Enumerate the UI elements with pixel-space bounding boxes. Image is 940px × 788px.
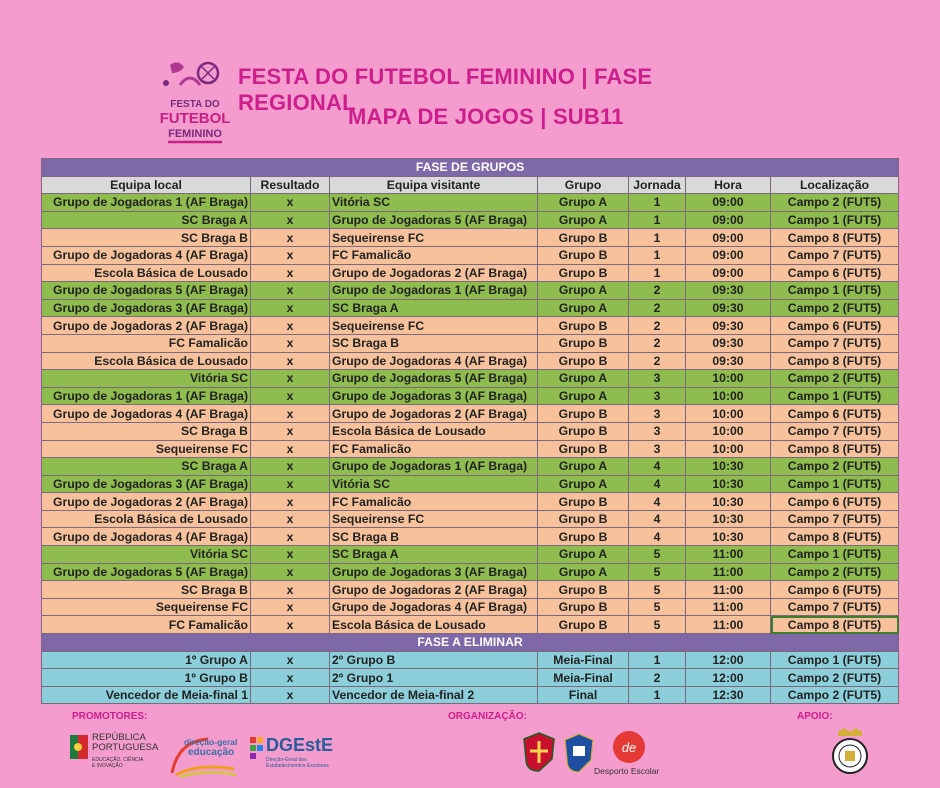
away-team-cell: Grupo de Jogadoras 2 (AF Braga) [330,264,538,282]
home-team-cell: Grupo de Jogadoras 5 (AF Braga) [42,282,251,300]
home-team-cell: SC Braga B [42,581,251,599]
time-cell: 09:00 [686,194,771,212]
desportivo-ronfe-crest-icon [830,726,870,776]
round-cell: 4 [629,528,686,546]
af-braga-crest-icon [563,732,595,774]
result-cell: x [251,651,330,669]
result-cell: x [251,686,330,704]
time-cell: 09:30 [686,334,771,352]
away-team-cell: Vitória SC [330,194,538,212]
location-cell: Campo 2 (FUT5) [771,458,899,476]
group-cell: Grupo B [538,440,629,458]
location-cell: Campo 1 (FUT5) [771,211,899,229]
round-cell: 1 [629,246,686,264]
time-cell: 11:00 [686,563,771,581]
table-row [42,422,899,440]
result-cell: x [251,264,330,282]
home-team-cell: Grupo de Jogadoras 1 (AF Braga) [42,194,251,212]
table-header-row [42,176,899,194]
away-team-cell: Grupo de Jogadoras 2 (AF Braga) [330,581,538,599]
round-cell: 3 [629,370,686,388]
time-cell: 11:00 [686,581,771,599]
result-cell: x [251,282,330,300]
republica-portuguesa-logo [70,733,170,778]
table-row [42,458,899,476]
group-cell: Grupo B [538,317,629,335]
group-cell: Grupo B [538,581,629,599]
svg-text:FESTA DO: FESTA DO [170,99,220,110]
result-cell: x [251,405,330,423]
time-cell: 10:30 [686,475,771,493]
group-cell: Final [538,686,629,704]
location-cell: Campo 1 (FUT5) [771,475,899,493]
away-team-cell: Grupo de Jogadoras 3 (AF Braga) [330,563,538,581]
home-team-cell: Grupo de Jogadoras 4 (AF Braga) [42,405,251,423]
group-cell: Grupo A [538,370,629,388]
group-cell: Grupo B [538,352,629,370]
round-cell: 4 [629,475,686,493]
column-header: Localização [771,176,899,194]
away-team-cell: Grupo de Jogadoras 5 (AF Braga) [330,370,538,388]
result-cell: x [251,493,330,511]
group-cell: Grupo A [538,563,629,581]
result-cell: x [251,422,330,440]
time-cell: 11:00 [686,616,771,634]
home-team-cell: SC Braga A [42,211,251,229]
time-cell: 09:30 [686,282,771,300]
round-cell: 4 [629,510,686,528]
home-team-cell: Escola Básica de Lousado [42,264,251,282]
group-cell: Meia-Final [538,651,629,669]
away-team-cell: Grupo de Jogadoras 4 (AF Braga) [330,352,538,370]
location-cell: Campo 6 (FUT5) [771,581,899,599]
round-cell: 2 [629,334,686,352]
group-cell: Grupo B [538,229,629,247]
table-row [42,563,899,581]
home-team-cell: Grupo de Jogadoras 2 (AF Braga) [42,317,251,335]
time-cell: 09:30 [686,352,771,370]
group-cell: Grupo A [538,211,629,229]
away-team-cell: 2º Grupo B [330,651,538,669]
home-team-cell: Vencedor de Meia-final 1 [42,686,251,704]
table-row [42,475,899,493]
flag-icon [70,735,88,759]
result-cell: x [251,317,330,335]
round-cell: 5 [629,581,686,599]
home-team-cell: Escola Básica de Lousado [42,352,251,370]
location-cell: Campo 7 (FUT5) [771,422,899,440]
time-cell: 12:30 [686,686,771,704]
table-row [42,581,899,599]
location-cell: Campo 1 (FUT5) [771,282,899,300]
location-cell: Campo 8 (FUT5) [771,440,899,458]
group-cell: Grupo A [538,458,629,476]
away-team-cell: Grupo de Jogadoras 5 (AF Braga) [330,211,538,229]
away-team-cell: SC Braga A [330,299,538,317]
column-header: Resultado [251,176,330,194]
table-row [42,352,899,370]
table-row [42,493,899,511]
away-team-cell: Vencedor de Meia-final 2 [330,686,538,704]
republica-line: REPÚBLICA [92,732,146,743]
away-team-cell: Escola Básica de Lousado [330,422,538,440]
round-cell: 2 [629,352,686,370]
dge-line: direção-geral [184,737,238,747]
result-cell: x [251,194,330,212]
home-team-cell: FC Famalicão [42,616,251,634]
result-cell: x [251,616,330,634]
table-row [42,669,899,687]
section-title: FASE A ELIMINAR [42,634,899,652]
table-row [42,528,899,546]
table-row [42,387,899,405]
location-cell: Campo 6 (FUT5) [771,317,899,335]
group-cell: Grupo A [538,194,629,212]
time-cell: 10:30 [686,528,771,546]
result-cell: x [251,458,330,476]
location-cell: Campo 6 (FUT5) [771,493,899,511]
away-team-cell: FC Famalicão [330,440,538,458]
location-cell: Campo 2 (FUT5) [771,299,899,317]
result-cell: x [251,229,330,247]
group-cell: Grupo B [538,422,629,440]
home-team-cell: 1º Grupo B [42,669,251,687]
group-cell: Grupo A [538,475,629,493]
home-team-cell: FC Famalicão [42,334,251,352]
time-cell: 09:00 [686,264,771,282]
location-cell: Campo 8 (FUT5) [771,616,899,634]
location-cell: Campo 6 (FUT5) [771,264,899,282]
round-cell: 1 [629,229,686,247]
table-row [42,405,899,423]
result-cell: x [251,475,330,493]
round-cell: 1 [629,194,686,212]
away-team-cell: Escola Básica de Lousado [330,616,538,634]
location-cell: Campo 6 (FUT5) [771,405,899,423]
column-header: Equipa visitante [330,176,538,194]
dgeste-sub-line: Estabelecimentos Escolares [266,763,329,769]
time-cell: 09:30 [686,317,771,335]
group-cell: Grupo B [538,616,629,634]
table-row [42,598,899,616]
republica-sub-line: EDUCAÇÃO, CIÊNCIA [92,757,144,763]
home-team-cell: 1º Grupo A [42,651,251,669]
location-cell: Campo 8 (FUT5) [771,229,899,247]
table-row [42,651,899,669]
column-header: Jornada [629,176,686,194]
section-header-knockout [42,634,899,652]
home-team-cell: SC Braga B [42,422,251,440]
location-cell: Campo 8 (FUT5) [771,528,899,546]
away-team-cell: SC Braga B [330,334,538,352]
time-cell: 09:00 [686,246,771,264]
away-team-cell: Grupo de Jogadoras 3 (AF Braga) [330,387,538,405]
round-cell: 3 [629,422,686,440]
round-cell: 1 [629,264,686,282]
time-cell: 09:00 [686,211,771,229]
home-team-cell: Sequeirense FC [42,598,251,616]
table-row [42,440,899,458]
home-team-cell: Grupo de Jogadoras 1 (AF Braga) [42,387,251,405]
time-cell: 11:00 [686,598,771,616]
location-cell: Campo 1 (FUT5) [771,546,899,564]
table-row [42,510,899,528]
organizacao-label: ORGANIZAÇÃO: [448,711,527,722]
group-cell: Grupo B [538,264,629,282]
location-cell: Campo 8 (FUT5) [771,352,899,370]
table-row [42,334,899,352]
result-cell: x [251,669,330,687]
away-team-cell: Grupo de Jogadoras 2 (AF Braga) [330,405,538,423]
result-cell: x [251,387,330,405]
round-cell: 2 [629,282,686,300]
dgeste-blocks-icon [250,737,264,759]
table-row [42,229,899,247]
home-team-cell: Vitória SC [42,546,251,564]
round-cell: 3 [629,440,686,458]
group-cell: Grupo B [538,246,629,264]
round-cell: 2 [629,317,686,335]
group-cell: Grupo B [538,598,629,616]
round-cell: 2 [629,299,686,317]
column-header: Hora [686,176,771,194]
away-team-cell: Vitória SC [330,475,538,493]
result-cell: x [251,581,330,599]
dgeste-logo [250,735,360,777]
table-row [42,616,899,634]
time-cell: 10:00 [686,440,771,458]
round-cell: 3 [629,387,686,405]
dgeste-sub-line: Direção-Geral dos [266,757,307,763]
republica-sub-line: E INOVAÇÃO [92,763,123,769]
table-row [42,264,899,282]
time-cell: 09:00 [686,229,771,247]
desporto-escolar-text: Desporto Escolar [594,766,660,776]
schedule-table [41,158,899,704]
result-cell: x [251,440,330,458]
svg-text:FEMININO: FEMININO [168,128,222,140]
time-cell: 10:30 [686,458,771,476]
time-cell: 10:30 [686,510,771,528]
away-team-cell: SC Braga B [330,528,538,546]
table-row [42,299,899,317]
time-cell: 11:00 [686,546,771,564]
away-team-cell: Sequeirense FC [330,510,538,528]
round-cell: 5 [629,563,686,581]
home-team-cell: Grupo de Jogadoras 3 (AF Braga) [42,475,251,493]
table-row [42,317,899,335]
location-cell: Campo 2 (FUT5) [771,563,899,581]
round-cell: 5 [629,616,686,634]
result-cell: x [251,528,330,546]
group-cell: Grupo A [538,282,629,300]
group-cell: Grupo A [538,387,629,405]
away-team-cell: Grupo de Jogadoras 4 (AF Braga) [330,598,538,616]
time-cell: 12:00 [686,669,771,687]
result-cell: x [251,563,330,581]
time-cell: 10:30 [686,493,771,511]
result-cell: x [251,246,330,264]
away-team-cell: Grupo de Jogadoras 1 (AF Braga) [330,282,538,300]
section-header-groups [42,159,899,177]
away-team-cell: FC Famalicão [330,493,538,511]
round-cell: 1 [629,686,686,704]
location-cell: Campo 7 (FUT5) [771,246,899,264]
time-cell: 10:00 [686,422,771,440]
time-cell: 10:00 [686,387,771,405]
table-row [42,282,899,300]
location-cell: Campo 1 (FUT5) [771,387,899,405]
location-cell: Campo 7 (FUT5) [771,510,899,528]
round-cell: 5 [629,598,686,616]
table-row [42,370,899,388]
location-cell: Campo 2 (FUT5) [771,686,899,704]
result-cell: x [251,299,330,317]
away-team-cell: 2º Grupo 1 [330,669,538,687]
time-cell: 10:00 [686,405,771,423]
group-cell: Grupo B [538,528,629,546]
home-team-cell: Grupo de Jogadoras 4 (AF Braga) [42,246,251,264]
home-team-cell: Grupo de Jogadoras 4 (AF Braga) [42,528,251,546]
round-cell: 3 [629,405,686,423]
result-cell: x [251,370,330,388]
round-cell: 4 [629,458,686,476]
dgeste-text: DGEstE [266,735,334,755]
page-subtitle: MAPA DE JOGOS | SUB11 [348,104,624,129]
group-cell: Grupo B [538,510,629,528]
table-row [42,246,899,264]
section-title: FASE DE GRUPOS [42,159,899,177]
festa-futebol-feminino-logo [158,55,232,147]
table-row [42,546,899,564]
result-cell: x [251,546,330,564]
table-row [42,194,899,212]
away-team-cell: SC Braga A [330,546,538,564]
table-row [42,211,899,229]
time-cell: 10:00 [686,370,771,388]
location-cell: Campo 2 (FUT5) [771,194,899,212]
svg-text:de: de [621,740,637,755]
apoio-label: APOIO: [797,711,833,722]
location-cell: Campo 1 (FUT5) [771,651,899,669]
dge-logo [168,733,240,778]
dge-line: educação [188,747,235,758]
group-cell: Grupo A [538,299,629,317]
group-cell: Grupo A [538,546,629,564]
location-cell: Campo 7 (FUT5) [771,598,899,616]
home-team-cell: SC Braga B [42,229,251,247]
home-team-cell: Sequeirense FC [42,440,251,458]
desporto-escolar-logo [594,730,666,778]
group-cell: Grupo B [538,493,629,511]
result-cell: x [251,211,330,229]
away-team-cell: FC Famalicão [330,246,538,264]
promotores-label: PROMOTORES: [72,711,148,722]
result-cell: x [251,598,330,616]
round-cell: 4 [629,493,686,511]
round-cell: 1 [629,211,686,229]
page-title: FESTA DO FUTEBOL FEMININO | FASE REGIONAL [238,64,653,115]
away-team-cell: Sequeirense FC [330,317,538,335]
away-team-cell: Sequeirense FC [330,229,538,247]
column-header: Equipa local [42,176,251,194]
home-team-cell: Vitória SC [42,370,251,388]
away-team-cell: Grupo de Jogadoras 1 (AF Braga) [330,458,538,476]
desporto-escolar-icon [612,730,646,764]
result-cell: x [251,510,330,528]
time-cell: 12:00 [686,651,771,669]
svg-text:FUTEBOL: FUTEBOL [159,110,231,127]
home-team-cell: SC Braga A [42,458,251,476]
location-cell: Campo 2 (FUT5) [771,370,899,388]
round-cell: 2 [629,669,686,687]
time-cell: 09:30 [686,299,771,317]
result-cell: x [251,352,330,370]
home-team-cell: Grupo de Jogadoras 2 (AF Braga) [42,493,251,511]
round-cell: 1 [629,651,686,669]
location-cell: Campo 7 (FUT5) [771,334,899,352]
column-header: Grupo [538,176,629,194]
table-row [42,686,899,704]
round-cell: 5 [629,546,686,564]
result-cell: x [251,334,330,352]
home-team-cell: Escola Básica de Lousado [42,510,251,528]
home-team-cell: Grupo de Jogadoras 3 (AF Braga) [42,299,251,317]
group-cell: Grupo B [538,334,629,352]
group-cell: Grupo B [538,405,629,423]
location-cell: Campo 2 (FUT5) [771,669,899,687]
group-cell: Meia-Final [538,669,629,687]
home-team-cell: Grupo de Jogadoras 5 (AF Braga) [42,563,251,581]
fpf-crest-icon [522,731,556,773]
republica-line: PORTUGUESA [92,742,159,753]
